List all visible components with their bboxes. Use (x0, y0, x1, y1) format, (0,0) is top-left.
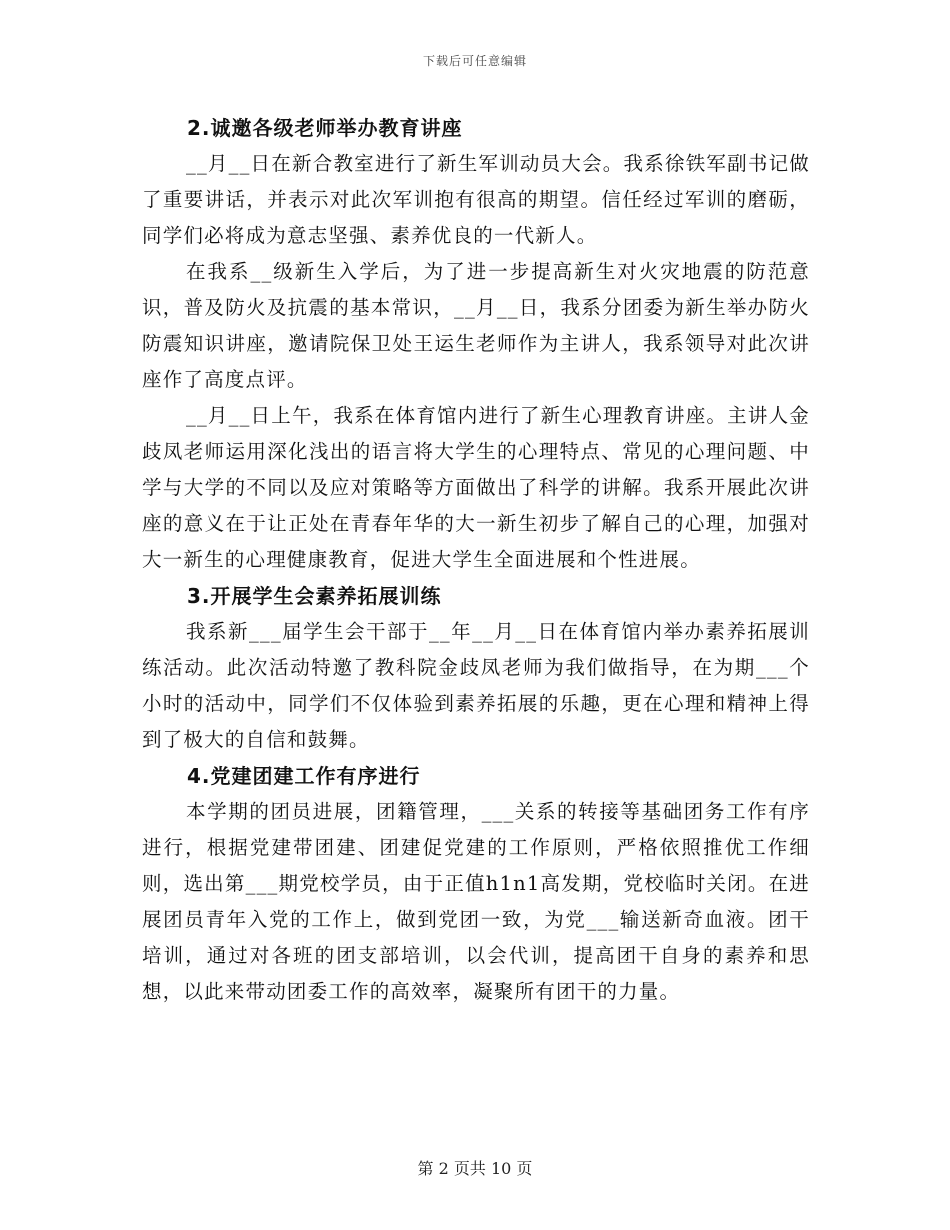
paragraph: 我系新___届学生会干部于__年__月__日在体育馆内举办素养拓展训练活动。此次活动特邀了教科院金歧凤老师为我们做指导，在为期___个小时的活动中，同学们不仅体验到素养拓展的乐趣，更在心理和精神上得到了极大的自信和鼓舞。 (142, 620, 810, 751)
section-heading: 2.诚邀各级老师举办教育讲座 (187, 116, 463, 140)
section-party-league-work (142, 758, 810, 1010)
document-body (142, 110, 810, 1010)
section-lectures (142, 110, 810, 578)
paragraph: __月__日在新合教室进行了新生军训动员大会。我系徐铁军副书记做了重要讲话，并表示对此次军训抱有很高的期望。信任经过军训的磨砺，同学们必将成为意志坚强、素养优良的一代新人。 (142, 152, 810, 247)
section-heading: 4.党建团建工作有序进行 (187, 764, 421, 788)
section-heading: 3.开展学生会素养拓展训练 (187, 584, 442, 608)
page-number: 第 2 页共 10 页 (417, 1159, 533, 1178)
paragraph: 在我系__级新生入学后，为了进一步提高新生对火灾地震的防范意识，普及防火及抗震的基本常识，__月__日，我系分团委为新生举办防火防震知识讲座，邀请院保卫处王运生老师作为主讲人，我系领导对此次讲座作了高度点评。 (142, 260, 810, 391)
paragraph: __月__日上午，我系在体育馆内进行了新生心理教育讲座。主讲人金歧凤老师运用深化浅出的语言将大学生的心理特点、常见的心理问题、中学与大学的不同以及应对策略等方面做出了科学的讲解。我系开展此次讲座的意义在于让正处在青春年华的大一新生初步了解自己的心理，加强对大一新生的心理健康教育，促进大学生全面进展和个性进展。 (142, 404, 810, 571)
section-quality-training (142, 578, 810, 758)
page-header: 下载后可任意编辑 (422, 54, 527, 68)
paragraph: 本学期的团员进展，团籍管理，___关系的转接等基础团务工作有序进行，根据党建带团建、团建促党建的工作原则，严格依照推优工作细则，选出第___期党校学员，由于正值h1n1高发期，党校临时关闭。在进展团员青年入党的工作上，做到党团一致，为党___输送新奇血液。团干培训，通过对各班的团支部培训，以会代训，提高团干自身的素养和思想，以此来带动团委工作的高效率，凝聚所有团干的力量。 (142, 800, 810, 1003)
